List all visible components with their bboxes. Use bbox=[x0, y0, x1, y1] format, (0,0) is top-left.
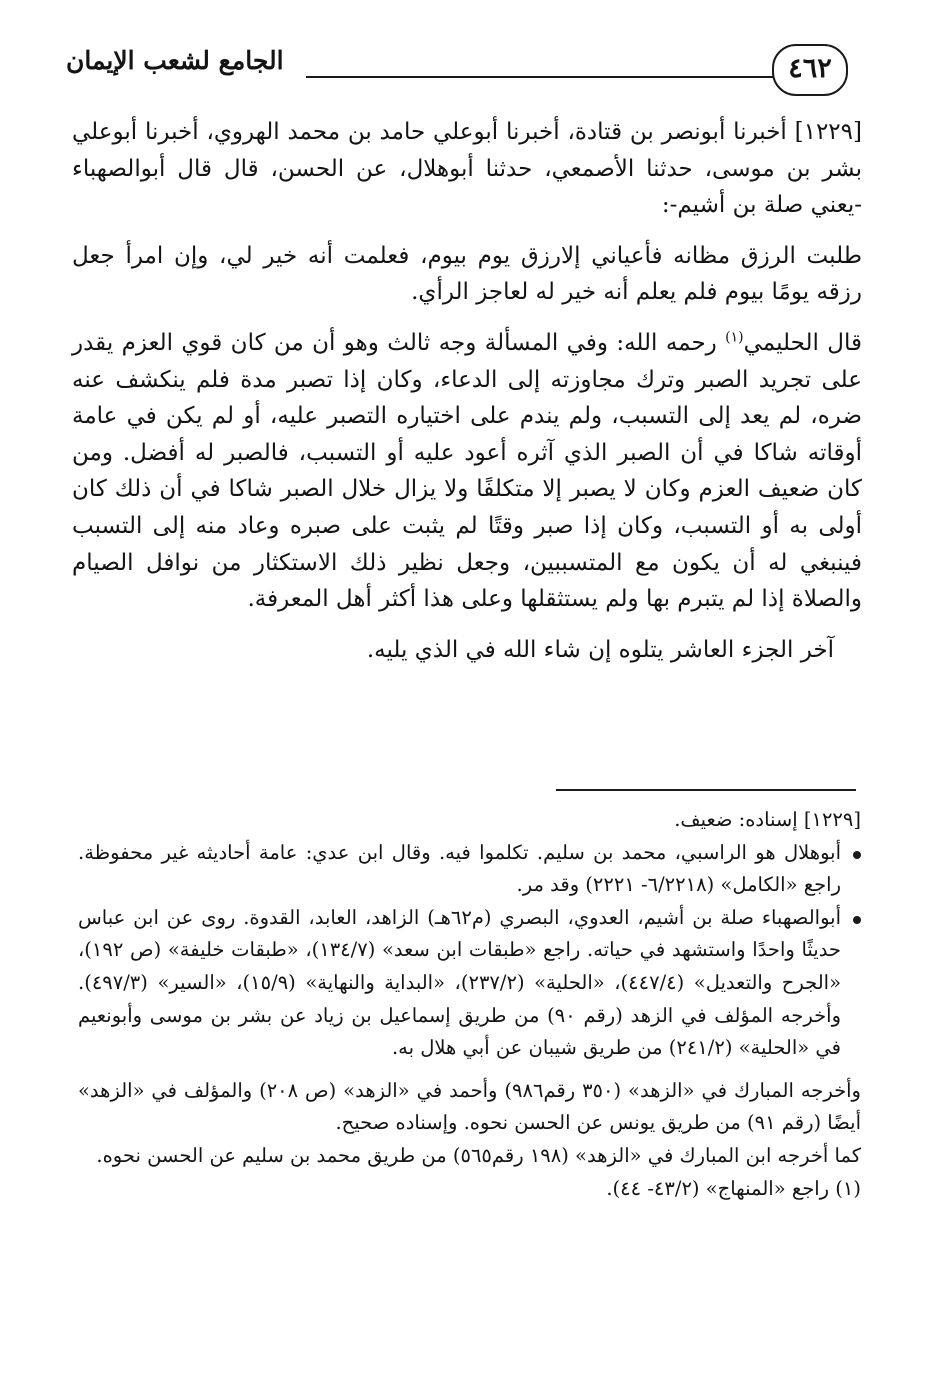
footnote-takhrij-2: كما أخرجه ابن المبارك في «الزهد» (١٩٨ رقم٥٦٥) من طريق محمد بن سليم عن الحسن نحوه. bbox=[96, 1143, 861, 1167]
bullet-icon bbox=[853, 916, 861, 924]
commentary-lead: قال الحليمي bbox=[743, 329, 863, 356]
commentary-text: رحمه الله: وفي المسألة وجه ثالث وهو أن من كان قوي العزم يقدر على تجريد الصبر وترك مجاوزته إلى الدعاء، وكان إذا تصبر مدة فلم ينكشف عنه ضره، لم يعد إلى التسبب، ولم يندم على اختياره التصبر عليه، أو لم يكن في عامة أوقاته شاكا في أن الصبر الذي آثره أعود عليه أو التسبب، فالصبر له أفضل. ومن كان ضعيف العزم وكان لا يصبر إلا متكلفًا ولا يزال خلال الصبر شاكا في أن ذلك كان أولى به أو التسبب، وكان إذا صبر وقتًا لم يثبت على صبره وعاد منه إلى التسبب فينبغي له أن يكون مع المتسببين، وجعل نظير ذلك الاستكثار من نوافل الصيام والصلاة إذا لم يتبرم بها ولم يستثقلها وعلى هذا أكثر أهل المعرفة. bbox=[72, 329, 862, 613]
footnotes bbox=[78, 804, 861, 1205]
quote-paragraph: طلبت الرزق مظانه فأعياني إلارزق يوم بيوم، فعلمت أنه خير لي، وإن امرأ جعل رزقه يومًا بيوم فلم يعلم أنه خير له لعاجز الرأي. bbox=[72, 242, 862, 306]
footnote-grading: [١٢٢٩] إسناده: ضعيف. bbox=[674, 808, 861, 831]
footnote-ref: (١) bbox=[725, 329, 744, 346]
footnote-narrator-2-text: أبوالصهباء صلة بن أشيم، العدوي، البصري (م٦٢هـ) الزاهد، العابد، القدوة. روى عن ابن عباس حديثًا واحدًا واستشهد في حياته. راجع «طبقات ابن سعد» (١٣٤/٧)، «طبقات خليفة» (ص ١٩٢)، «الجرح والتعديل» (٤٤٧/٤)، «الحلية» (٢٣٧/٢)، «البداية والنهاية» (١٥/٩)، «السير» (٤٩٧/٣). وأخرجه المؤلف في الزهد (رقم ٩٠) من طريق إسماعيل بن زياد عن بشر بن موسى وأبونعيم في «الحلية» (٢٤١/٢) من طريق شيبان عن أبي هلال به. bbox=[78, 905, 842, 1060]
page-header bbox=[66, 42, 854, 98]
footnote-1: (١) راجع «المنهاج» (٤٣/٢- ٤٤). bbox=[606, 1176, 861, 1200]
bullet-icon bbox=[853, 851, 861, 859]
footnote-narrator-1 bbox=[78, 837, 861, 902]
footnote-takhrij: وأخرجه المبارك في «الزهد» (٣٥٠ رقم٩٨٦) وأحمد في «الزهد» (ص ٢٠٨) والمؤلف في «الزهد» أيضًا (رقم ٩١) من طريق يونس عن الحسن نحوه. وإسناده صحيح. bbox=[78, 1078, 861, 1135]
main-text bbox=[72, 114, 862, 682]
footnote-separator bbox=[556, 789, 856, 791]
page-number: ٤٦٢ bbox=[772, 44, 848, 96]
hadith-isnad-paragraph: [١٢٢٩] أخبرنا أبونصر بن قتادة، أخبرنا أبوعلي حامد بن محمد الهروي، أخبرنا أبوعلي بشر بن موسى، حدثنا الأصمعي، حدثنا أبوهلال، عن الحسن، قال قال أبوالصهباء -يعني صلة بن أشيم-: bbox=[72, 119, 862, 219]
header-rule bbox=[306, 76, 774, 78]
footnote-narrator-2 bbox=[78, 902, 861, 1065]
section-end-note: آخر الجزء العاشر يتلوه إن شاء الله في الذي يليه. bbox=[366, 636, 834, 663]
footnote-narrator-1-text: أبوهلال هو الراسبي، محمد بن سليم. تكلموا فيه. وقال ابن عدي: عامة أحاديثه غير محفوظة. راجع «الكامل» (٦/٢٢١٨- ٢٢٢١) وقد مر. bbox=[78, 840, 841, 897]
running-title: الجامع لشعب الإيمان bbox=[66, 46, 284, 75]
commentary-paragraph bbox=[72, 325, 862, 618]
